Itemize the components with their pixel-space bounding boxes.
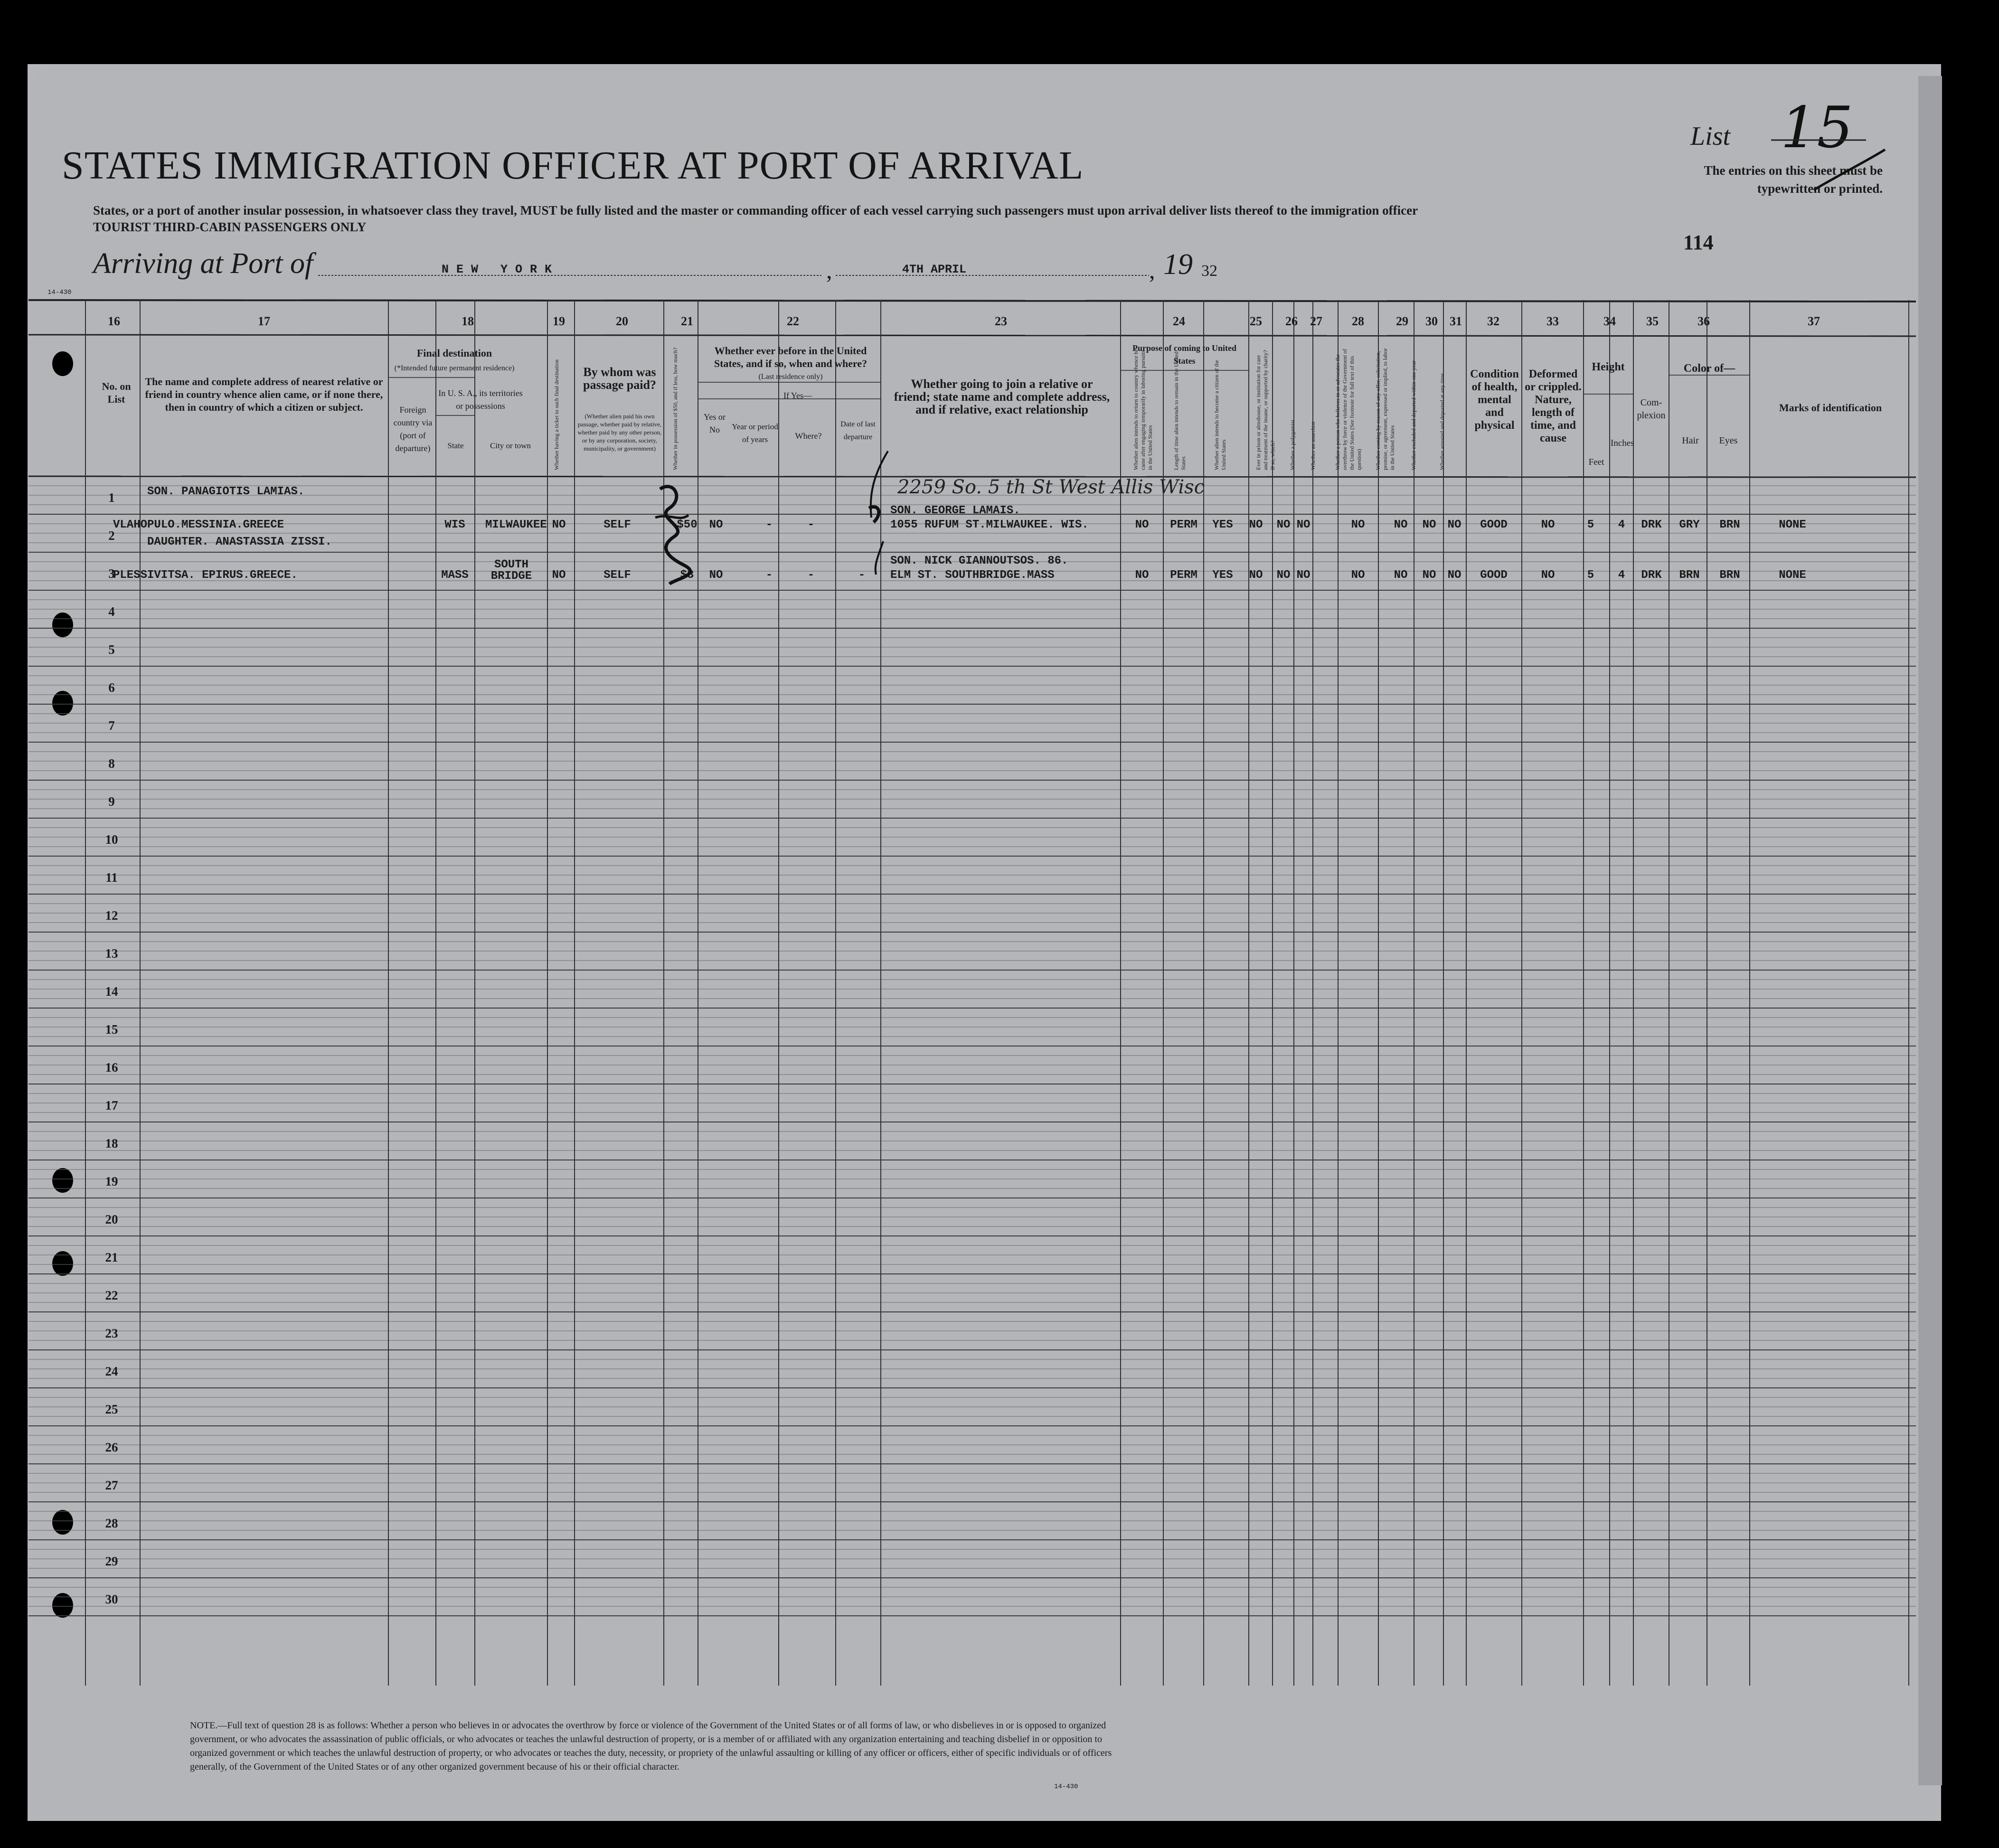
row-number: 19	[105, 1174, 118, 1188]
deformed-answer: NO	[1541, 569, 1555, 582]
row-number: 4	[108, 604, 115, 619]
question-28-answer: NO	[1351, 519, 1365, 531]
row-number: 29	[105, 1554, 118, 1568]
deformed-answer: NO	[1541, 519, 1555, 531]
column-number: 30	[1425, 314, 1438, 328]
column-number: 35	[1646, 314, 1659, 328]
row-number: 12	[105, 908, 118, 923]
header-eyes: Eyes	[1719, 435, 1738, 446]
citizen-intent: YES	[1212, 569, 1233, 582]
eye-color: BRN	[1719, 519, 1740, 531]
row-number: 7	[108, 718, 115, 733]
polygamist-answer: NO	[1276, 569, 1291, 582]
column-number: 32	[1487, 314, 1499, 328]
header-inches: Inches	[1611, 438, 1634, 448]
header-feet: Feet	[1588, 457, 1604, 467]
row-number: 13	[105, 946, 118, 961]
join-relative-name: SON. NICK GIANNOUTSOS. 86.	[890, 555, 1068, 567]
row-number: 28	[105, 1516, 118, 1530]
deported-answer: NO	[1447, 569, 1462, 582]
column-number: 20	[616, 314, 628, 328]
ever-before-answer: NO	[709, 569, 723, 582]
header-date-departure: Date of last departure	[840, 420, 876, 441]
footer-code: 14-430	[1054, 1783, 1078, 1791]
destination-city: MILWAUKEE	[485, 519, 547, 531]
header-join-relative: Whether going to join a relative or friend; state name and complete address, and if relative, exact relationship	[894, 377, 1110, 416]
header-anarchist: Whether an anarchist	[1310, 422, 1316, 470]
header-return-intent: Whether alien intends to return to country whence he came after engaging temporarily in laboring pursuits in the United States	[1132, 349, 1153, 470]
header-ticket: Whether having a ticket to such final destination	[553, 359, 560, 470]
form-code: 14-430	[47, 289, 72, 296]
destination-city: SOUTH	[494, 558, 528, 571]
header-ever-before: Whether ever before in the United States, and if so, when and where?	[714, 345, 867, 369]
header-foreign-country: Foreign country via (port of departure)	[393, 405, 433, 453]
list-underline	[1771, 135, 1866, 145]
row-number: 14	[105, 984, 118, 999]
height-feet: 5	[1587, 519, 1594, 531]
column-number: 19	[553, 314, 565, 328]
header-prison: Ever in prison or almshouse, or institution for care and treatment of the insane, or supported by charity? If so, which?	[1255, 350, 1276, 470]
row-number: 16	[105, 1060, 118, 1075]
header-final-destination: Final destination	[416, 347, 492, 359]
return-intent: NO	[1135, 569, 1149, 582]
ticket-answer: NO	[552, 519, 566, 531]
column-number: 33	[1546, 314, 1559, 328]
header-state: State	[447, 441, 464, 450]
health-condition: GOOD	[1480, 519, 1508, 531]
length-of-stay: PERM	[1170, 569, 1198, 582]
complexion: DRK	[1641, 569, 1662, 582]
polygamist-answer: NO	[1276, 519, 1291, 531]
row-number: 24	[105, 1364, 118, 1378]
header-height: Height	[1592, 361, 1625, 373]
header-citizen-intent: Whether alien intends to become a citizen of the United States	[1213, 360, 1227, 470]
excluded-answer: NO	[1422, 569, 1436, 582]
excluded-answer: NO	[1422, 519, 1436, 531]
join-relative-name: SON. GEORGE LAMAIS.	[890, 504, 1020, 517]
port-name: NEW YORK	[442, 263, 560, 276]
where-in-us: -	[807, 569, 815, 582]
comma: ,	[1149, 257, 1155, 283]
prison-answer: NO	[1249, 519, 1263, 531]
ticket-answer: NO	[552, 569, 566, 582]
identification-marks: NONE	[1779, 569, 1806, 582]
header-length-stay: Length of time alien intends to remain in the United States	[1173, 351, 1187, 470]
column-number: 37	[1808, 314, 1820, 328]
column-number: 17	[258, 314, 270, 328]
passage-paid-by: SELF	[603, 569, 631, 582]
date-departure: -	[858, 569, 866, 582]
header-question-28: Whether a person who believes in or advocates the overthrow by force or violence of the Government of the United States (See footnote for full text of this question)	[1334, 349, 1362, 470]
height-feet: 5	[1587, 569, 1594, 582]
header-deported: Whether arrested and deported at any time	[1439, 373, 1445, 470]
page-number: 114	[1683, 231, 1714, 254]
column-number: 28	[1352, 314, 1364, 328]
row-number: 15	[105, 1022, 118, 1037]
money-scribble	[646, 470, 698, 589]
row-number: 20	[105, 1212, 118, 1226]
header-passage-note: (Whether alien paid his own passage, whether paid by relative, whether paid by any other person, or by any corporation, society, municipality, or government)	[577, 413, 662, 452]
join-relative-address: 1055 RUFUM ST.MILWAUKEE. WIS.	[890, 519, 1089, 531]
passage-paid-by: SELF	[603, 519, 631, 531]
header-marks: Marks of identification	[1779, 402, 1882, 414]
column-number: 18	[462, 314, 474, 328]
header-if-yes: If Yes—	[783, 391, 812, 400]
labor-offer-answer: NO	[1394, 519, 1408, 531]
header-yes-no: Yes or No	[704, 412, 726, 434]
column-number: 22	[787, 314, 799, 328]
row-number: 9	[108, 794, 115, 809]
column-number: 36	[1697, 314, 1710, 328]
list-label: List	[1690, 122, 1731, 151]
row-number: 30	[105, 1592, 118, 1606]
health-condition: GOOD	[1480, 569, 1508, 582]
header-city: City or town	[490, 441, 531, 450]
question-28-answer: NO	[1351, 569, 1365, 582]
relative-address: PLESSIVITSA. EPIRUS.GREECE.	[113, 569, 298, 582]
header-excluded: Whether excluded and deported within one year	[1410, 360, 1417, 470]
arriving-label: Arriving at Port of	[93, 247, 313, 280]
column-number: 26	[1285, 314, 1298, 328]
deported-answer: NO	[1447, 519, 1462, 531]
footnote: NOTE.—Full text of question 28 is as follows: Whether a person who believes in or advocates the overthrow by force or violence of the Government of the United States or of all forms of law, or who disbelieves in or is opposed to organized government, or who advocates the assassination of public officials, or who advocates or teaches the unlawful destruction of property, or is a member of or affiliated with any organization entertaining and teaching disbelief in or opposition to organized government or which teaches the unlawful destruction of property, or who advocates or teaches the duty, necessity, or propriety of the unlawful assaulting or killing of any officer or officers, either of specific individuals or of officers generally, of the Government of the United States or of any other organized government because of his or their official character.	[190, 1720, 1112, 1772]
handwritten-address: 2259 So. 5 th St West Allis Wisc	[897, 476, 1205, 498]
row-number: 11	[105, 870, 118, 885]
complexion: DRK	[1641, 519, 1662, 531]
destination-city: BRIDGE	[490, 570, 532, 583]
ever-before-answer: NO	[709, 519, 723, 531]
column-number: 27	[1310, 314, 1322, 328]
labor-offer-answer: NO	[1394, 569, 1408, 582]
join-relative-address: ELM ST. SOUTHBRIDGE.MASS	[890, 569, 1055, 582]
header-labor-offer: Whether coming by reason of any offer, solicitation, promise, or agreement, expressed or implied, to labor in the United States	[1375, 348, 1396, 470]
relative-name: SON. PANAGIOTIS LAMIAS.	[147, 485, 305, 498]
list-number: 15	[1781, 95, 1853, 161]
header-deformed: Deformed or crippled. Nature, length of time, and cause	[1525, 368, 1582, 444]
row-number: 8	[108, 756, 115, 771]
header-purpose: Purpose of coming to United States	[1132, 343, 1236, 366]
header-color-of: Color of—	[1683, 362, 1735, 375]
header-complexion: Com-plexion	[1637, 397, 1666, 421]
header-passage-paid: By whom was passage paid?	[583, 365, 656, 392]
where-in-us: -	[807, 519, 815, 531]
money-in-possession: $50	[677, 519, 698, 531]
row-number: 27	[105, 1478, 118, 1492]
length-of-stay: PERM	[1170, 519, 1198, 531]
row-number: 23	[105, 1326, 118, 1340]
column-number: 16	[108, 314, 120, 328]
hair-color: BRN	[1679, 569, 1700, 582]
header-fifty-dollars: Whether in possession of $50, and if less, how much?	[672, 347, 679, 470]
years-in-us: -	[765, 569, 773, 582]
row-number: 22	[105, 1288, 118, 1302]
header-no-on-list: No. on List	[102, 380, 131, 405]
row-number: 17	[105, 1098, 118, 1113]
passenger-class: TOURIST THIRD-CABIN PASSENGERS ONLY	[93, 220, 367, 234]
header-where: Where?	[795, 431, 822, 441]
column-number: 23	[995, 314, 1007, 328]
identification-marks: NONE	[1779, 519, 1806, 531]
destination-state: MASS	[441, 569, 469, 582]
column-number: 25	[1250, 314, 1262, 328]
column-number: 24	[1173, 314, 1185, 328]
destination-state: WIS	[444, 519, 465, 531]
header-territories: In U. S. A., its territories or possessions	[438, 388, 523, 411]
row-number: 2	[108, 528, 115, 543]
typewritten-note: The entries on this sheet must be typewritten or printed.	[1704, 163, 1883, 196]
check-mark	[855, 446, 897, 589]
row-number: 26	[105, 1440, 118, 1454]
relative-name: DAUGHTER. ANASTASSIA ZISSI.	[147, 536, 332, 548]
row-number: 25	[105, 1402, 118, 1416]
header-polygamist: Whether a polygamist	[1289, 420, 1296, 470]
year-prefix: 19	[1163, 248, 1193, 281]
strike-mark	[1809, 147, 1890, 195]
header-years: Year or period of years	[732, 422, 778, 444]
anarchist-answer: NO	[1296, 519, 1311, 531]
eye-color: BRN	[1719, 569, 1740, 582]
row-number: 21	[105, 1250, 118, 1264]
column-number: 21	[681, 314, 693, 328]
relative-address: VLAHOPULO.MESSINIA.GREECE	[113, 519, 284, 531]
header-hair: Hair	[1682, 435, 1699, 446]
header-last-residence: (Last residence only)	[758, 373, 823, 381]
return-intent: NO	[1135, 519, 1149, 531]
citizen-intent: YES	[1212, 519, 1233, 531]
header-health: Condition of health, mental and physical	[1470, 368, 1519, 432]
row-number: 10	[105, 832, 118, 847]
form-subtitle: States, or a port of another insular possession, in whatsoever class they travel, MUST be fully listed and the master or commanding officer of each vessel carrying such passengers must upon arrival deliver lists thereof to the immigration officer	[93, 203, 1418, 217]
row-number: 3	[108, 566, 115, 581]
comma: ,	[826, 257, 832, 283]
height-inches: 4	[1618, 569, 1625, 582]
prison-answer: NO	[1249, 569, 1263, 582]
arrival-date: 4TH APRIL	[902, 263, 967, 276]
money-in-possession: $3	[680, 569, 694, 582]
years-in-us: -	[765, 519, 773, 531]
form-title: STATES IMMIGRATION OFFICER AT PORT OF ARRIVAL	[62, 143, 1084, 188]
row-number: 18	[105, 1136, 118, 1150]
header-final-destination-note: (*Intended future permanent residence)	[394, 364, 515, 372]
header-relative: The name and complete address of nearest relative or friend in country whence alien came, or if none there, then in country of which a citizen or subject.	[145, 376, 383, 413]
row-number: 1	[108, 490, 115, 505]
row-number: 6	[108, 680, 115, 695]
height-inches: 4	[1618, 519, 1625, 531]
hair-color: GRY	[1679, 519, 1700, 531]
anarchist-answer: NO	[1296, 569, 1311, 582]
column-number: 29	[1396, 314, 1408, 328]
year-suffix: 32	[1201, 262, 1217, 280]
column-number: 31	[1450, 314, 1462, 328]
row-number: 5	[108, 642, 115, 657]
column-number: 34	[1603, 314, 1616, 328]
